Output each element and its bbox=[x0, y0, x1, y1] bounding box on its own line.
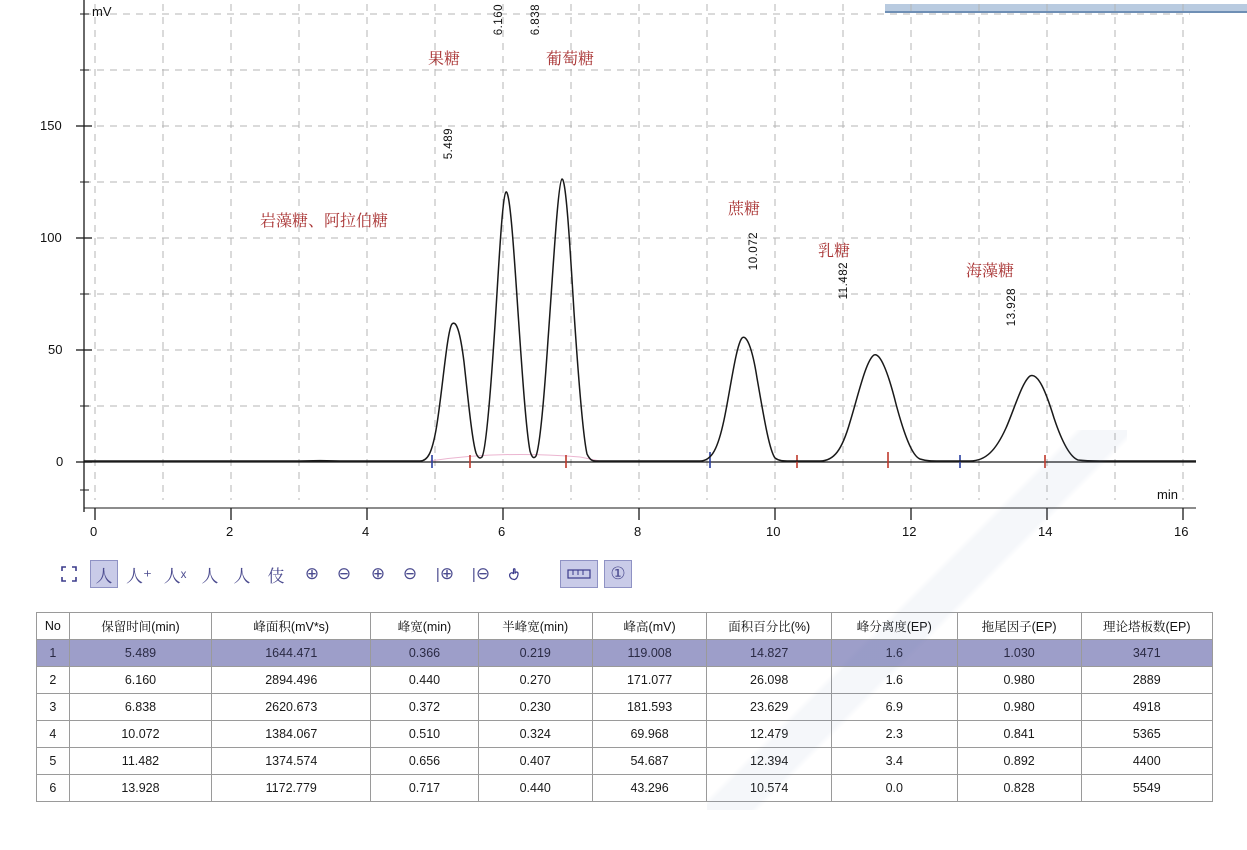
rt-label-5-489: 5.489 bbox=[443, 128, 455, 160]
peak-group-glyph: 伎 bbox=[267, 566, 285, 586]
cell-no: 3 bbox=[37, 694, 70, 721]
cell-resolution: 2.3 bbox=[831, 721, 957, 748]
cell-tailing: 0.841 bbox=[957, 721, 1081, 748]
cell-area: 1374.574 bbox=[212, 748, 371, 775]
zoom-out-x-glyph: ⊖ bbox=[402, 564, 418, 583]
cell-area-pct: 12.479 bbox=[707, 721, 831, 748]
cell-height: 69.968 bbox=[592, 721, 707, 748]
zoom-out-y-glyph: ⊖ bbox=[475, 564, 491, 583]
peak-group-icon[interactable] bbox=[262, 560, 290, 588]
cell-plates: 2889 bbox=[1081, 667, 1212, 694]
ruler-glyph bbox=[567, 567, 591, 581]
zoom-out-y-icon[interactable] bbox=[466, 560, 496, 588]
cell-area: 1644.471 bbox=[212, 640, 371, 667]
zoom-in-y-glyph: ⊕ bbox=[439, 564, 455, 583]
table-header-row bbox=[37, 613, 1213, 640]
fit-view-glyph bbox=[59, 564, 79, 584]
cell-plates: 5365 bbox=[1081, 721, 1212, 748]
table-row[interactable] bbox=[37, 775, 1213, 802]
cell-width: 0.366 bbox=[371, 640, 478, 667]
cell-plates: 4400 bbox=[1081, 748, 1212, 775]
th-rt[interactable]: 保留时间(min) bbox=[69, 613, 212, 640]
cell-area-pct: 14.827 bbox=[707, 640, 831, 667]
zoom-in-y-glyph-bar: | bbox=[435, 565, 440, 583]
peak-remove-glyph: 人ˣ bbox=[163, 566, 187, 586]
cell-width: 0.510 bbox=[371, 721, 478, 748]
peak-split-glyph: 人 bbox=[201, 566, 219, 586]
rt-label-10-072: 10.072 bbox=[748, 232, 760, 271]
peak-remove-icon[interactable] bbox=[160, 560, 190, 588]
pan-hand-glyph bbox=[506, 565, 524, 583]
cell-resolution: 0.0 bbox=[831, 775, 957, 802]
cell-area-pct: 26.098 bbox=[707, 667, 831, 694]
cell-rt: 10.072 bbox=[69, 721, 212, 748]
table-row[interactable] bbox=[37, 640, 1213, 667]
cell-half-width: 0.219 bbox=[478, 640, 592, 667]
cell-tailing: 0.892 bbox=[957, 748, 1081, 775]
zoom-in-y-icon[interactable] bbox=[430, 560, 460, 588]
peak-annotation-lactose: 乳糖 bbox=[818, 243, 851, 260]
cell-area: 1172.779 bbox=[212, 775, 371, 802]
table-body bbox=[37, 640, 1213, 802]
th-area-pct[interactable]: 面积百分比(%) bbox=[707, 613, 831, 640]
y-tick-50: 50 bbox=[48, 342, 63, 357]
cell-resolution: 6.9 bbox=[831, 694, 957, 721]
cell-area: 1384.067 bbox=[212, 721, 371, 748]
cell-height: 54.687 bbox=[592, 748, 707, 775]
cell-width: 0.440 bbox=[371, 667, 478, 694]
y-axis-unit: mV bbox=[92, 4, 112, 19]
cell-rt: 6.838 bbox=[69, 694, 212, 721]
info-icon[interactable] bbox=[604, 560, 632, 588]
peak-split-icon[interactable] bbox=[196, 560, 224, 588]
x-tick-6: 6 bbox=[498, 524, 506, 539]
th-width[interactable]: 峰宽(min) bbox=[371, 613, 478, 640]
zoom-in-x-icon[interactable] bbox=[366, 560, 390, 588]
cell-area: 2894.496 bbox=[212, 667, 371, 694]
x-tick-12: 12 bbox=[902, 524, 917, 539]
x-tick-14: 14 bbox=[1038, 524, 1053, 539]
peak-results-table bbox=[36, 612, 1213, 802]
peak-add-glyph: 人⁺ bbox=[126, 566, 152, 586]
ruler-icon[interactable] bbox=[560, 560, 598, 588]
zoom-out-icon[interactable] bbox=[332, 560, 356, 588]
cell-tailing: 0.980 bbox=[957, 667, 1081, 694]
cell-plates: 5549 bbox=[1081, 775, 1212, 802]
chromatogram-toolbar[interactable] bbox=[0, 552, 1247, 598]
cell-no: 4 bbox=[37, 721, 70, 748]
zoom-in-x-glyph: ⊕ bbox=[370, 564, 386, 583]
peak-annotation-fructose: 果糖 bbox=[428, 51, 461, 68]
x-tick-16: 16 bbox=[1174, 524, 1189, 539]
cell-rt: 6.160 bbox=[69, 667, 212, 694]
cell-area: 2620.673 bbox=[212, 694, 371, 721]
th-tailing[interactable]: 拖尾因子(EP) bbox=[957, 613, 1081, 640]
th-height[interactable]: 峰高(mV) bbox=[592, 613, 707, 640]
peak-tool-1-icon[interactable] bbox=[90, 560, 118, 588]
rt-label-13-928: 13.928 bbox=[1006, 288, 1018, 327]
cell-tailing: 1.030 bbox=[957, 640, 1081, 667]
table-header bbox=[37, 613, 1213, 640]
table-row[interactable] bbox=[37, 721, 1213, 748]
cell-plates: 3471 bbox=[1081, 640, 1212, 667]
table-row[interactable] bbox=[37, 748, 1213, 775]
cell-height: 181.593 bbox=[592, 694, 707, 721]
th-half-width[interactable]: 半峰宽(min) bbox=[478, 613, 592, 640]
peak-tool-1-glyph: 人 bbox=[95, 566, 113, 586]
x-tick-0: 0 bbox=[90, 524, 98, 539]
cell-half-width: 0.440 bbox=[478, 775, 592, 802]
cell-half-width: 0.270 bbox=[478, 667, 592, 694]
cell-rt: 5.489 bbox=[69, 640, 212, 667]
pan-hand-icon[interactable] bbox=[502, 560, 528, 588]
y-tick-0: 0 bbox=[56, 454, 64, 469]
cell-width: 0.717 bbox=[371, 775, 478, 802]
cell-no: 1 bbox=[37, 640, 70, 667]
peak-baseline-icon[interactable] bbox=[228, 560, 256, 588]
y-tick-150: 150 bbox=[40, 118, 62, 133]
cell-height: 43.296 bbox=[592, 775, 707, 802]
table-row[interactable] bbox=[37, 694, 1213, 721]
rt-label-6-160: 6.160 bbox=[493, 4, 505, 36]
cell-no: 5 bbox=[37, 748, 70, 775]
cell-height: 119.008 bbox=[592, 640, 707, 667]
cell-resolution: 3.4 bbox=[831, 748, 957, 775]
cell-rt: 11.482 bbox=[69, 748, 212, 775]
x-tick-8: 8 bbox=[634, 524, 642, 539]
peak-add-icon[interactable] bbox=[124, 560, 154, 588]
th-no[interactable]: No bbox=[37, 613, 70, 640]
peak-annotation-fucose-arabinose: 岩藻糖、阿拉伯糖 bbox=[260, 213, 389, 230]
peak-annotation-sucrose: 蔗糖 bbox=[728, 201, 761, 218]
zoom-out-y-glyph-bar: | bbox=[471, 565, 476, 583]
fit-view-icon[interactable] bbox=[56, 560, 82, 588]
cell-area-pct: 12.394 bbox=[707, 748, 831, 775]
zoom-out-x-icon[interactable] bbox=[398, 560, 422, 588]
zoom-in-icon[interactable] bbox=[300, 560, 324, 588]
th-area[interactable]: 峰面积(mV*s) bbox=[212, 613, 371, 640]
peak-results-table-wrapper[interactable] bbox=[36, 612, 1213, 802]
cell-no: 2 bbox=[37, 667, 70, 694]
cell-height: 171.077 bbox=[592, 667, 707, 694]
table-row[interactable] bbox=[37, 667, 1213, 694]
zoom-out-glyph: ⊖ bbox=[336, 564, 352, 583]
info-glyph: ① bbox=[610, 564, 626, 583]
x-axis-unit: min bbox=[1157, 487, 1178, 502]
th-plates[interactable]: 理论塔板数(EP) bbox=[1081, 613, 1212, 640]
cell-tailing: 0.980 bbox=[957, 694, 1081, 721]
peak-annotation-trehalose: 海藻糖 bbox=[966, 263, 1015, 280]
peak-annotation-glucose: 葡萄糖 bbox=[546, 51, 595, 68]
cell-tailing: 0.828 bbox=[957, 775, 1081, 802]
cell-no: 6 bbox=[37, 775, 70, 802]
cell-half-width: 0.324 bbox=[478, 721, 592, 748]
y-tick-100: 100 bbox=[40, 230, 62, 245]
th-resolution[interactable]: 峰分离度(EP) bbox=[831, 613, 957, 640]
rt-label-6-838: 6.838 bbox=[530, 4, 542, 36]
rt-label-11-482: 11.482 bbox=[838, 262, 850, 300]
zoom-in-glyph: ⊕ bbox=[304, 564, 320, 583]
cell-area-pct: 10.574 bbox=[707, 775, 831, 802]
x-tick-2: 2 bbox=[226, 524, 234, 539]
cell-area-pct: 23.629 bbox=[707, 694, 831, 721]
cell-width: 0.372 bbox=[371, 694, 478, 721]
cell-half-width: 0.407 bbox=[478, 748, 592, 775]
cell-resolution: 1.6 bbox=[831, 640, 957, 667]
cell-half-width: 0.230 bbox=[478, 694, 592, 721]
x-tick-10: 10 bbox=[766, 524, 781, 539]
cell-width: 0.656 bbox=[371, 748, 478, 775]
cell-plates: 4918 bbox=[1081, 694, 1212, 721]
cell-rt: 13.928 bbox=[69, 775, 212, 802]
peak-baseline-glyph: 人 bbox=[233, 566, 251, 586]
x-tick-4: 4 bbox=[362, 524, 370, 539]
cell-resolution: 1.6 bbox=[831, 667, 957, 694]
